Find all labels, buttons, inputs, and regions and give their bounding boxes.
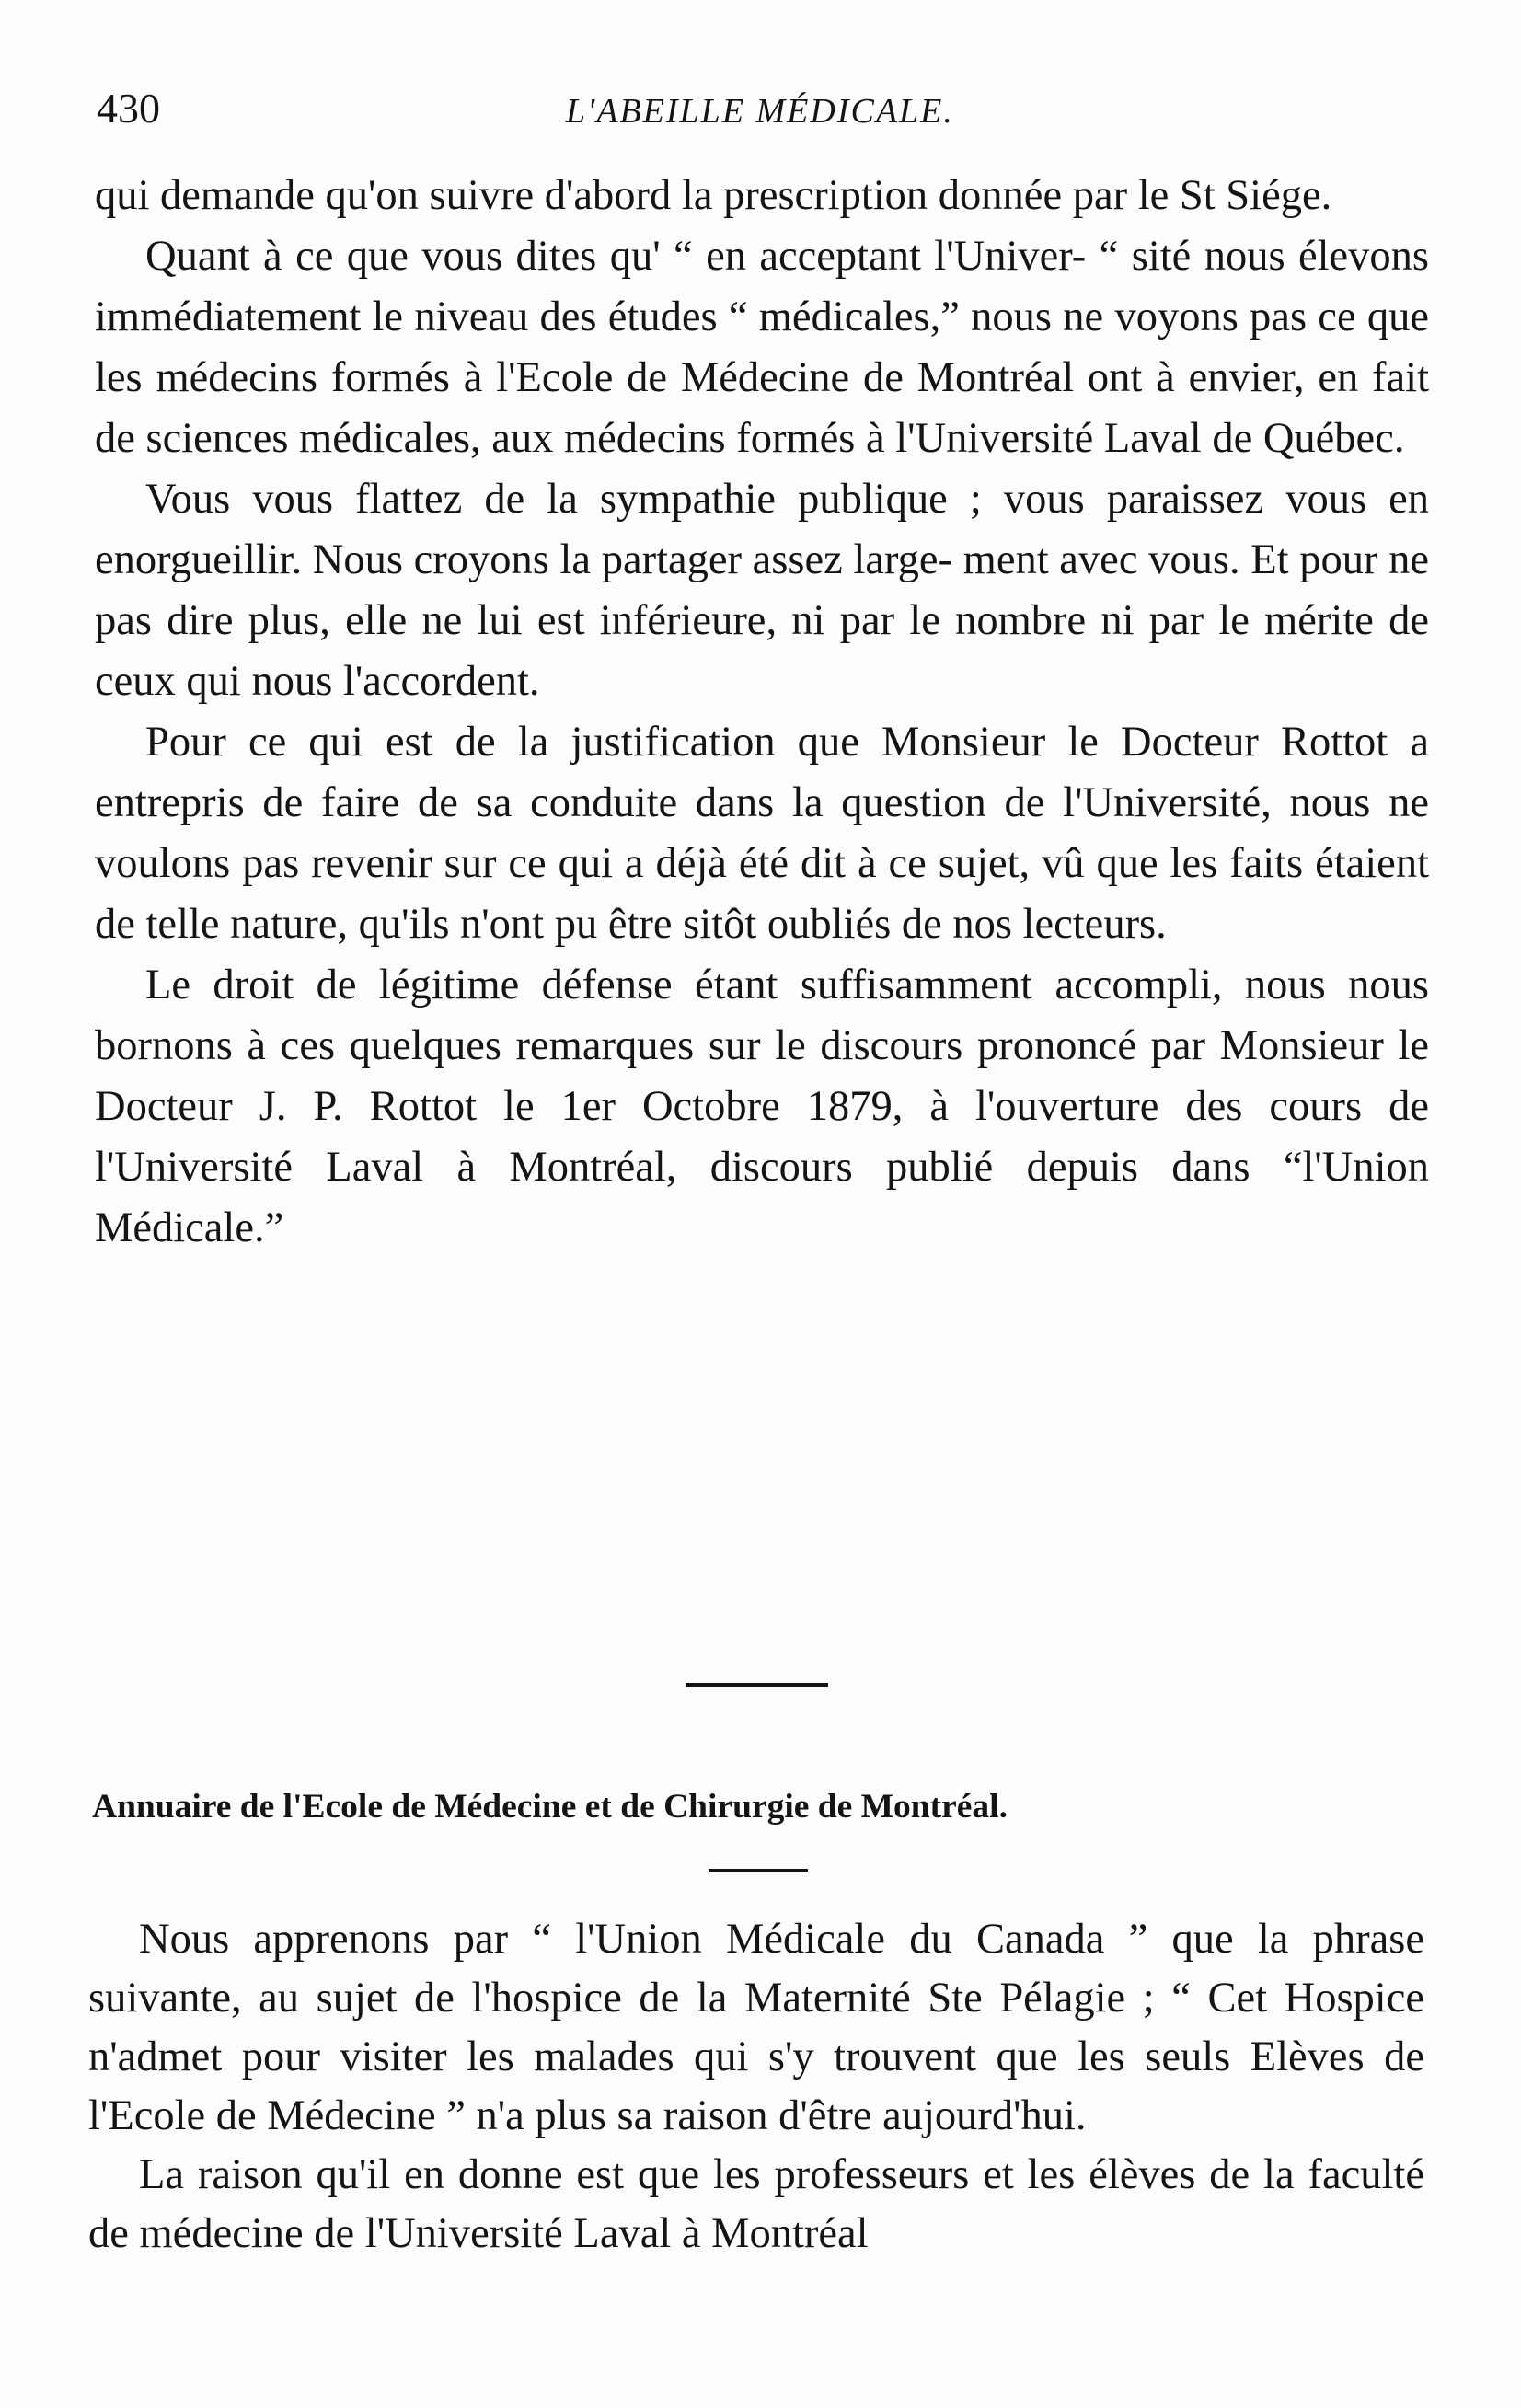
paragraph: Quant à ce que vous dites qu' “ en acceptant l'Univer- “ sité nous élevons immédiatement le niveau des études “ médicales,” nous ne voyons pas ce que les médecins formés à l'Ecole de Médecine de Montréal ont à envier, en fait de sciences médicales, aux médecins formés à l'Université Laval de Québec. — [95, 233, 1429, 462]
section-divider — [686, 1683, 828, 1687]
paragraph: La raison qu'il en donne est que les professeurs et les élèves de la faculté de médecine de l'Université Laval à Montréal — [88, 2151, 1424, 2257]
page-header — [97, 81, 1431, 145]
article-text — [95, 166, 1429, 1259]
section-heading: Annuaire de l'Ecole de Médecine et de Chirurgie de Montréal. — [92, 1788, 1008, 1826]
paragraph: qui demande qu'on suivre d'abord la prescription donnée par le St Siége. — [95, 172, 1332, 219]
paragraph: Pour ce qui est de la justification que Monsieur le Docteur Rottot a entrepris de faire de sa conduite dans la question de l'Université, nous ne voulons pas revenir sur ce qui a déjà été dit à ce sujet, vû que les faits étaient de telle nature, qu'ils n'ont pu être sitôt oubliés de nos lecteurs. — [95, 719, 1429, 948]
running-title: L'ABEILLE MÉDICALE. — [566, 92, 954, 131]
paragraph: Le droit de légitime défense étant suffisamment accompli, nous nous bornons à ces quelques remarques sur le discours prononcé par Monsieur le Docteur J. P. Rottot le 1er Octobre 1879, à l'ouverture des cours de l'Université Laval à Montréal, discours publié depuis dans “l'Union Médicale.” — [95, 962, 1429, 1251]
paragraph: Nous apprenons par “ l'Union Médicale du Canada ” que la phrase suivante, au sujet de l'hospice de la Maternité Ste Pélagie ; “ Cet Hospice n'admet pour visiter les malades qui s'y trouvent que les seuls Elèves de l'Ecole de Médecine ” n'a plus sa raison d'être aujourd'hui. — [88, 1916, 1424, 2139]
paragraph: Vous vous flattez de la sympathie publique ; vous paraissez vous en enorgueillir. Nous croyons la partager assez large- ment avec vous. Et pour ne pas dire plus, elle ne lui est inférieure, ni par le nombre ni par le mérite de ceux qui nous l'accordent. — [95, 476, 1429, 705]
section-text — [88, 1910, 1424, 2264]
page-number: 430 — [97, 85, 160, 132]
heading-underline-rule — [709, 1869, 808, 1872]
